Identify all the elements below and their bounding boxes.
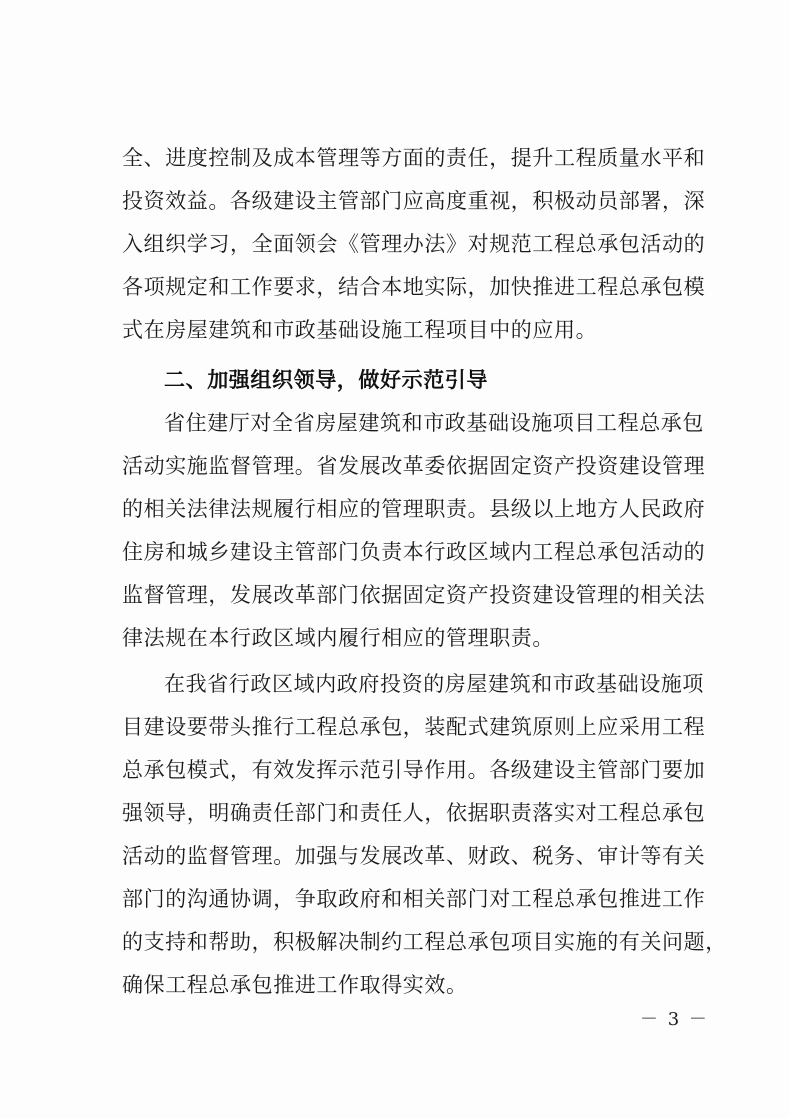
text-line: 总承包模式，有效发挥示范引导作用。各级建设主管部门要加 <box>122 758 706 782</box>
text-line: 入组织学习，全面领会《管理办法》对规范工程总承包活动的 <box>122 232 706 256</box>
text-line: 目建设要带头推行工程总承包，装配式建筑原则上应采用工程 <box>122 715 706 739</box>
text-line: 活动实施监督管理。省发展改革委依据固定资产投资建设管理 <box>122 454 706 478</box>
text-line: 投资效益。各级建设主管部门应高度重视，积极动员部署，深 <box>122 189 706 213</box>
text-line: 式在房屋建筑和市政基础设施工程项目中的应用。 <box>122 318 598 342</box>
text-line: 部门的沟通协调，争取政府和相关部门对工程总承包推进工作 <box>122 887 706 911</box>
text-line: 强领导，明确责任部门和责任人，依据职责落实对工程总承包 <box>122 801 706 825</box>
section-heading: 二、加强组织领导，做好示范引导 <box>164 368 488 392</box>
page-number: － 3 － <box>640 1009 709 1030</box>
text-line: 的支持和帮助，积极解决制约工程总承包项目实施的有关问题， <box>122 930 727 954</box>
text-line: 活动的监督管理。加强与发展改革、财政、税务、审计等有关 <box>122 844 706 868</box>
text-line: 各项规定和工作要求，结合本地实际，加快推进工程总承包模 <box>122 275 706 299</box>
text-line: 住房和城乡建设主管部门负责本行政区域内工程总承包活动的 <box>122 540 706 564</box>
text-line: 监督管理，发展改革部门依据固定资产投资建设管理的相关法 <box>122 583 706 607</box>
text-line: 省住建厅对全省房屋建筑和市政基础设施项目工程总承包 <box>164 411 704 435</box>
text-line: 律法规在本行政区域内履行相应的管理职责。 <box>122 626 554 650</box>
text-line: 确保工程总承包推进工作取得实效。 <box>122 973 468 997</box>
text-line: 在我省行政区域内政府投资的房屋建筑和市政基础设施项 <box>164 672 704 696</box>
text-line: 全、进度控制及成本管理等方面的责任，提升工程质量水平和 <box>122 146 706 170</box>
text-line: 的相关法律法规履行相应的管理职责。县级以上地方人民政府 <box>122 497 706 521</box>
